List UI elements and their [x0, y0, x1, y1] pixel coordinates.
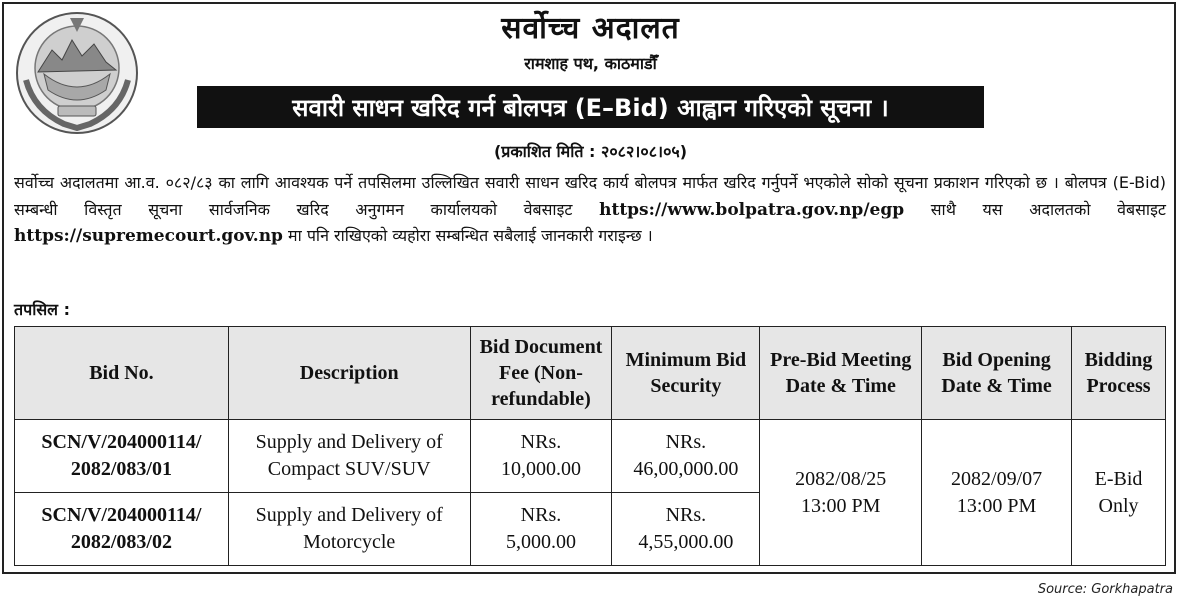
org-name: सर्वोच्च अदालत	[501, 11, 680, 46]
header-prebid-meeting: Pre-Bid Meeting Date & Time	[760, 327, 922, 420]
header-minimum-bid-security: Minimum Bid Security	[612, 327, 760, 420]
prebid-date: 2082/08/25	[795, 467, 887, 490]
security-amount: 4,55,000.00	[638, 531, 734, 553]
opening-time: 13:00 PM	[956, 494, 1037, 517]
bid-no-cell	[15, 493, 229, 566]
fee-cell	[470, 493, 612, 566]
bid-no-line2: 2082/083/01	[70, 458, 172, 480]
table-row	[15, 420, 1166, 493]
description-cell	[228, 493, 470, 566]
bid-no-line1: SCN/V/204000114/	[41, 431, 202, 453]
notice-title: सवारी साधन खरिद गर्न बोलपत्र (E–Bid) आह्वान गरिएको सूचना ।	[292, 93, 889, 122]
header-bid-no: Bid No.	[15, 327, 229, 420]
fee-currency: NRs.	[520, 504, 562, 526]
security-cell	[612, 420, 760, 493]
bid-no-line2: 2082/083/02	[70, 531, 172, 553]
bid-no-cell	[15, 420, 229, 493]
security-currency: NRs.	[665, 504, 707, 526]
notice-title-bar	[197, 86, 984, 128]
fee-cell	[470, 420, 612, 493]
org-address: रामशाह पथ, काठमाडौँ	[524, 54, 657, 73]
bid-table	[14, 326, 1166, 566]
security-currency: NRs.	[665, 431, 707, 453]
description-line2: Compact SUV/SUV	[267, 458, 431, 480]
bid-no-line1: SCN/V/204000114/	[41, 504, 202, 526]
published-date: (प्रकाशित मिति : २०८२।०८।०५)	[493, 142, 688, 161]
source-credit: Source: Gorkhapatra	[1037, 582, 1173, 597]
prebid-cell	[760, 420, 922, 566]
description-line1: Supply and Delivery of	[255, 431, 443, 453]
process-cell	[1072, 420, 1166, 566]
process-line2: Only	[1098, 494, 1139, 517]
security-cell	[612, 493, 760, 566]
fee-currency: NRs.	[520, 431, 562, 453]
header-bid-opening: Bid Opening Date & Time	[922, 327, 1072, 420]
bolpatra-url-link[interactable]: https://www.bolpatra.gov.np/egp	[599, 199, 905, 220]
process-line1: E-Bid	[1094, 467, 1143, 490]
opening-date: 2082/09/07	[951, 467, 1043, 490]
header-bid-document-fee: Bid Document Fee (Non-refundable)	[470, 327, 612, 420]
schedule-label: तपसिल :	[14, 300, 70, 319]
body-text-part3: मा पनि राखिएको व्यहोरा सम्बन्धित सबैलाई जानकारी गराइन्छ ।	[288, 226, 653, 245]
fee-amount: 10,000.00	[500, 458, 581, 480]
opening-cell	[922, 420, 1072, 566]
body-text-part2: साथै यस अदालतको वेबसाइट	[930, 199, 1166, 219]
security-amount: 46,00,000.00	[633, 458, 739, 480]
supremecourt-url-link[interactable]: https://supremecourt.gov.np	[14, 226, 283, 246]
description-line2: Motorcycle	[303, 531, 396, 553]
description-line1: Supply and Delivery of	[255, 504, 443, 526]
header-description: Description	[228, 327, 470, 420]
header-bidding-process: Bidding Process	[1072, 327, 1166, 420]
fee-amount: 5,000.00	[505, 531, 576, 553]
notice-body	[14, 170, 1166, 250]
body-text-part1: सर्वोच्च अदालतमा आ.व. ०८२/८३ का लागि आवश्यक पर्ने तपसिलमा उल्लिखित सवारी साधन खरिद कार्य बोलपत्र मार्फत खरिद गर्नुपर्ने भएकोले सोको सूचना प्रकाशन गरिएको छ । बोलपत्र (E-Bid) सम्बन्धी विस्तृत सूचना सार्वजनिक खरिद अनुगमन कार्यालयको वेबसाइट	[14, 173, 1166, 219]
table-header-row	[15, 327, 1166, 420]
description-cell	[228, 420, 470, 493]
prebid-time: 13:00 PM	[801, 494, 881, 517]
